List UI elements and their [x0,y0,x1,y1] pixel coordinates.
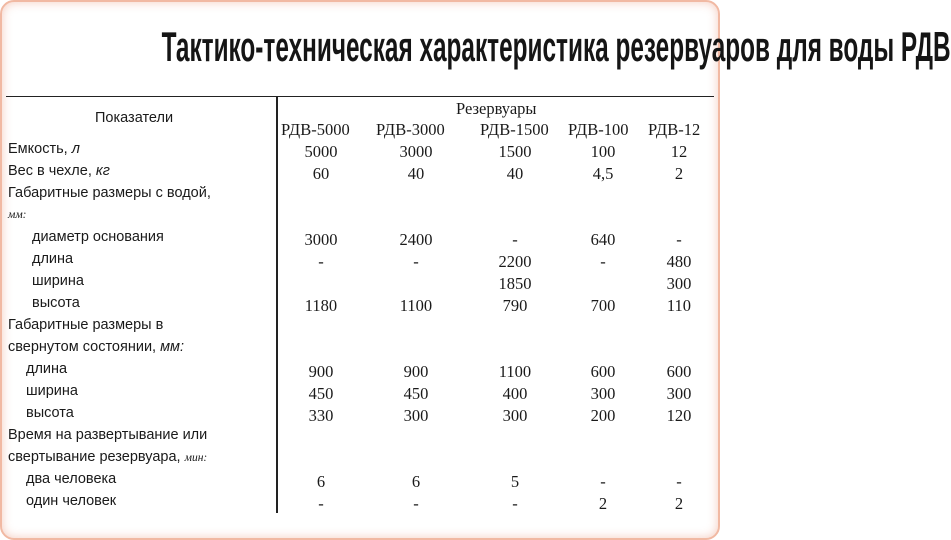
row-unit-dims-water: мм: [8,209,27,221]
cell-width-rdv12: 300 [666,274,692,293]
cell-two-people-rdv1500: 5 [510,472,520,491]
cell-two-people-rdv3000: 6 [411,472,421,491]
cell-one-person-rdv1500: - [512,494,518,513]
header-indicators: Показатели [95,110,174,126]
cell-weight-rdv100: 4,5 [592,164,614,183]
cell-diameter-rdv100: 640 [590,230,616,249]
row-label-dims-folded-1: Габаритные размеры в [8,317,164,333]
row-label-deploy-time-1: Время на развертывание или [8,427,208,443]
row-label-length: длина [32,251,74,267]
row-label-height: высота [32,295,80,311]
row-label-folded-width: ширина [26,383,78,399]
cell-folded-length-rdv100: 600 [590,362,616,381]
cell-diameter-rdv5000: 3000 [304,230,338,249]
row-label-two-people: два человека [26,471,117,487]
cell-folded-height-rdv12: 120 [666,406,692,425]
cell-diameter-rdv3000: 2400 [399,230,433,249]
cell-two-people-rdv5000: 6 [316,472,326,491]
cell-folded-height-rdv100: 200 [590,406,616,425]
row-label-diameter: диаметр основания [32,229,164,245]
cell-folded-height-rdv5000: 330 [308,406,334,425]
header-reservoirs: Резервуары [456,99,537,118]
row-label-dims-water: Габаритные размеры с водой, [8,185,211,201]
cell-capacity-rdv100: 100 [590,142,616,161]
cell-folded-length-rdv5000: 900 [308,362,334,381]
cell-length-rdv3000: - [413,252,419,271]
col-header-rdv1500: РДВ-1500 [480,120,549,139]
cell-weight-rdv1500: 40 [506,164,524,183]
cell-folded-width-rdv3000: 450 [403,384,429,403]
spec-table [6,96,714,513]
table-divider [276,97,278,513]
cell-capacity-rdv5000: 5000 [304,142,338,161]
cell-diameter-rdv1500: - [512,230,518,249]
cell-one-person-rdv5000: - [318,494,324,513]
cell-one-person-rdv3000: - [413,494,419,513]
cell-two-people-rdv12: - [676,472,682,491]
col-header-rdv100: РДВ-100 [568,120,629,139]
cell-folded-width-rdv12: 300 [666,384,692,403]
cell-length-rdv5000: - [318,252,324,271]
cell-one-person-rdv100: 2 [598,494,608,513]
cell-folded-height-rdv1500: 300 [502,406,528,425]
cell-folded-width-rdv100: 300 [590,384,616,403]
row-label-one-person: один человек [26,493,117,509]
cell-folded-length-rdv12: 600 [666,362,692,381]
col-header-rdv12: РДВ-12 [648,120,701,139]
cell-folded-width-rdv1500: 400 [502,384,528,403]
cell-folded-length-rdv1500: 1100 [498,362,532,381]
cell-length-rdv1500: 2200 [498,252,532,271]
row-label-weight: Вес в чехле, кг [8,163,110,179]
cell-folded-length-rdv3000: 900 [403,362,429,381]
cell-width-rdv1500: 1850 [498,274,532,293]
cell-weight-rdv12: 2 [674,164,684,183]
row-label-deploy-time-2: свертывание резервуара, мин: [8,449,208,465]
cell-height-rdv5000: 1180 [304,296,338,315]
cell-capacity-rdv3000: 3000 [399,142,433,161]
row-label-dims-folded-2: свернутом состоянии, мм: [8,339,185,355]
cell-length-rdv12: 480 [666,252,692,271]
col-header-rdv5000: РДВ-5000 [281,120,350,139]
cell-two-people-rdv100: - [600,472,606,491]
cell-one-person-rdv12: 2 [674,494,684,513]
cell-folded-width-rdv5000: 450 [308,384,334,403]
slide-title: Тактико-техническая характеристика резервуаров для воды РДВ [161,23,951,70]
cell-height-rdv1500: 790 [502,296,528,315]
cell-capacity-rdv1500: 1500 [498,142,532,161]
row-label-folded-height: высота [26,405,74,421]
cell-weight-rdv3000: 40 [407,164,425,183]
cell-height-rdv3000: 1100 [399,296,433,315]
cell-capacity-rdv12: 12 [670,142,688,161]
col-header-rdv3000: РДВ-3000 [376,120,445,139]
row-label-capacity: Емкость, л [8,141,80,157]
row-label-width: ширина [32,273,84,289]
cell-height-rdv12: 110 [666,296,692,315]
cell-diameter-rdv12: - [676,230,682,249]
row-label-folded-length: длина [26,361,68,377]
cell-weight-rdv5000: 60 [312,164,330,183]
cell-folded-height-rdv3000: 300 [403,406,429,425]
cell-length-rdv100: - [600,252,606,271]
cell-height-rdv100: 700 [590,296,616,315]
